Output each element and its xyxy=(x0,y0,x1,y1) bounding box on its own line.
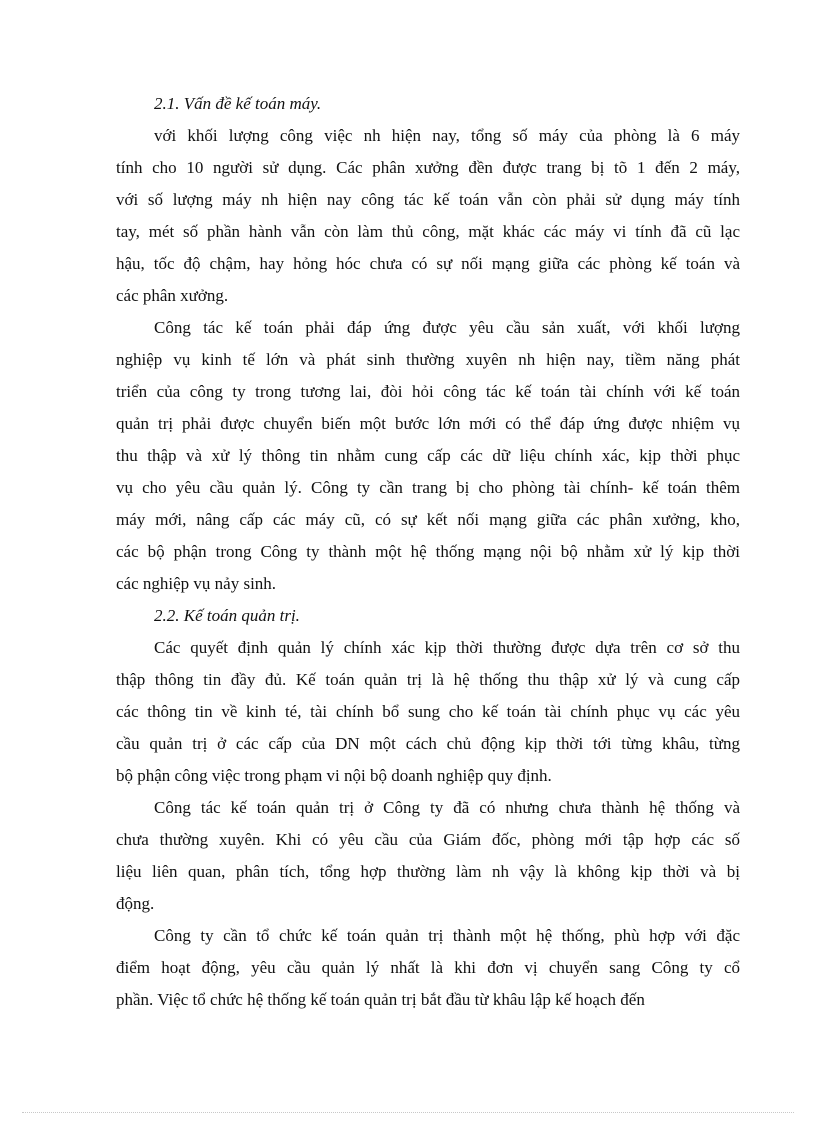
text-line: vụ cho yêu cầu quản lý. Công ty cần trang bị cho phòng tài chính- kế toán thêm xyxy=(116,478,740,497)
text-line: Công ty cần tổ chức kế toán quản trị thành một hệ thống, phù hợp với đặc xyxy=(154,926,740,945)
text-line: Các quyết định quản lý chính xác kịp thời thường được dựa trên cơ sở thu xyxy=(154,638,740,657)
text-line: thu thập và xử lý thông tin nhằm cung cấp các dữ liệu chính xác, kịp thời phục xyxy=(116,446,740,465)
text-line: thập thông tin đầy đủ. Kế toán quản trị là hệ thống thu thập xử lý và cung cấp xyxy=(116,670,740,689)
text-line: với khối lượng công việc nh hiện nay, tổng số máy của phòng là 6 máy xyxy=(154,126,740,145)
text-line: liệu liên quan, phân tích, tổng hợp thường làm nh vậy là không kịp thời và bị xyxy=(116,862,740,881)
text-line: triển của công ty trong tương lai, đòi hỏi công tác kế toán tài chính với kế toán xyxy=(116,382,740,401)
text-line: các thông tin về kinh té, tài chính bổ sung cho kế toán tài chính phục vụ các yêu xyxy=(116,702,740,721)
text-line: điểm hoạt động, yêu cầu quản lý nhất là khi đơn vị chuyển sang Công ty cổ xyxy=(116,958,740,977)
text-line: chưa thường xuyên. Khi có yêu cầu của Giám đốc, phòng mới tập hợp các số xyxy=(116,830,740,849)
text-line: các bộ phận trong Công ty thành một hệ thống mạng nội bộ nhằm xử lý kịp thời xyxy=(116,542,740,561)
paragraph xyxy=(116,792,740,920)
text-line: động. xyxy=(116,894,155,913)
paragraph xyxy=(116,120,740,312)
text-line: nghiệp vụ kinh tế lớn và phát sinh thường xuyên nh hiện nay, tiềm năng phát xyxy=(116,350,740,369)
text-line: bộ phận công việc trong phạm vi nội bộ doanh nghiệp quy định. xyxy=(116,766,552,785)
text-line: tính cho 10 người sử dụng. Các phân xưởng đền được trang bị tõ 1 đến 2 máy, xyxy=(116,158,740,177)
text-line: cầu quản trị ở các cấp của DN một cách chủ động kịp thời tới từng khâu, từng xyxy=(116,734,740,753)
text-line: các phân xưởng. xyxy=(116,286,229,305)
text-line: hậu, tốc độ chậm, hay hỏng hóc chưa có sự nối mạng giữa các phòng kế toán và xyxy=(116,254,740,273)
document-body xyxy=(116,88,740,1016)
paragraph xyxy=(116,920,740,1016)
section-heading-2-2: 2.2. Kế toán quản trị. xyxy=(154,606,300,625)
paragraph xyxy=(116,312,740,600)
page-bottom-dotted-border xyxy=(22,1112,794,1113)
text-line: Công tác kế toán phải đáp ứng được yêu cầu sản xuất, với khối lượng xyxy=(154,318,740,337)
text-line: tay, mét số phần hành vẫn còn làm thủ công, mặt khác các máy vi tính đã cũ lạc xyxy=(116,222,740,241)
text-line: với số lượng máy nh hiện nay công tác kế toán vẫn còn phải sử dụng máy tính xyxy=(116,190,740,209)
text-line: Công tác kế toán quản trị ở Công ty đã có nhưng chưa thành hệ thống và xyxy=(154,798,740,817)
text-line: máy mới, nâng cấp các máy cũ, có sự kết nối mạng giữa các phân xưởng, kho, xyxy=(116,510,740,529)
text-line: quản trị phải được chuyển biến một bước lớn mới có thể đáp ứng được nhiệm vụ xyxy=(116,414,740,433)
paragraph xyxy=(116,632,740,792)
text-line: các nghiệp vụ nảy sinh. xyxy=(116,574,277,593)
section-heading-2-1: 2.1. Vấn đề kế toán máy. xyxy=(154,94,322,113)
text-line: phần. Việc tổ chức hệ thống kế toán quản trị bắt đầu từ khâu lập kế hoạch đến xyxy=(116,990,645,1009)
